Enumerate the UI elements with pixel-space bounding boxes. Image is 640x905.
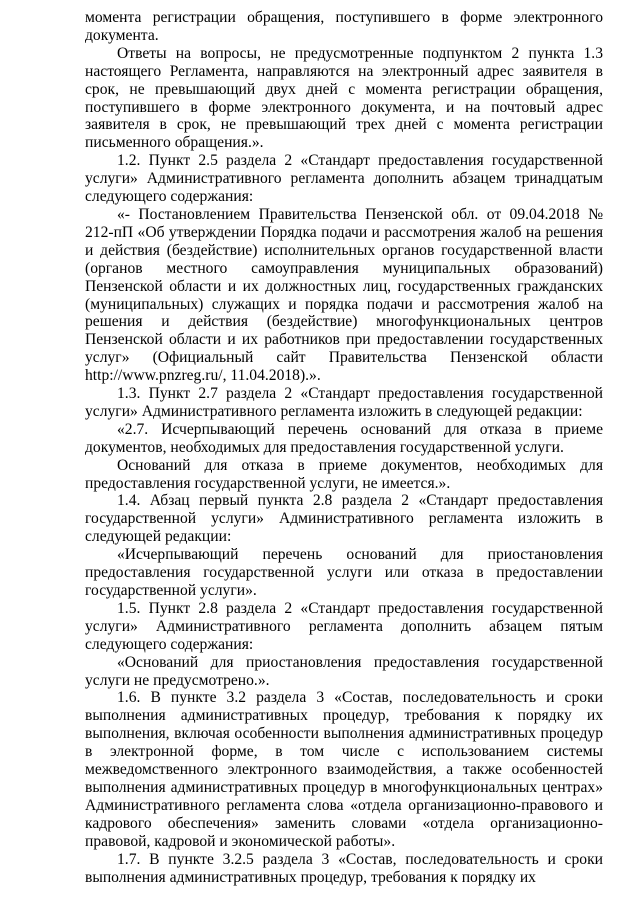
paragraph-1-2-quote: «- Постановлением Правительства Пензенской обл. от 09.04.2018 № 212-пП «Об утверждении Порядка подачи и рассмотрения жалоб на решения и действия (бездействие) исполнительных органов государственной власти (органов местного самоуправления муниципальных образований) Пензенской области и их должностных лиц, государственных гражданских (муниципальных) служащих и порядка подачи и рассмотрения жалоб на решения и действия (бездействие) многофункциональных центров Пензенской области и их работников при предоставлении государственных услуг» (Официальный сайт Правительства Пензенской области http://www.pnzreg.ru/, 11.04.2018).». (85, 205, 603, 385)
paragraph-1-6: 1.6. В пункте 3.2 раздела 3 «Состав, последовательность и сроки выполнения административных процедур, требования к порядку их выполнения, включая особенности выполнения административных процедур в электронной форме, в том числе с использованием системы межведомственного электронного взаимодействия, а также особенностей выполнения административных процедур в многофункциональных центрах» Административного регламента слова «отдела организационно-правового и кадрового обеспечения» заменить словами «отдела организационно-правовой, кадровой и экономической работы». (85, 689, 603, 850)
paragraph-1-4: 1.4. Абзац первый пункта 2.8 раздела 2 «Стандарт предоставления государственной услуги» Административного регламента изложить в следующей редакции: (85, 492, 603, 546)
paragraph-1-7: 1.7. В пункте 3.2.5 раздела 3 «Состав, последовательность и сроки выполнения административных процедур, требования к порядку их (85, 850, 603, 886)
paragraph-continuation: момента регистрации обращения, поступившего в форме электронного документа. (85, 9, 603, 44)
paragraph-1-5-quote: «Оснований для приостановления предоставления государственной услуги не предусмотрено.». (85, 653, 603, 689)
paragraph-1-3: 1.3. Пункт 2.7 раздела 2 «Стандарт предоставления государственной услуги» Административного регламента изложить в следующей редакции: (85, 385, 603, 420)
paragraph-1-5: 1.5. Пункт 2.8 раздела 2 «Стандарт предоставления государственной услуги» Административного регламента дополнить абзацем пятым следующего содержания: (85, 599, 603, 653)
document-page (85, 9, 603, 886)
paragraph-1-2: 1.2. Пункт 2.5 раздела 2 «Стандарт предоставления государственной услуги» Административного регламента дополнить абзацем тринадцатым следующего содержания: (85, 152, 603, 206)
paragraph-1-3-quote-cont: Оснований для отказа в приеме документов, необходимых для предоставления государственной услуги, не имеется.». (85, 456, 603, 492)
paragraph-1-4-quote: «Исчерпывающий перечень оснований для приостановления предоставления государственной услуги или отказа в предоставлении государственной услуги». (85, 546, 603, 599)
paragraph-1-3-quote: «2.7. Исчерпывающий перечень оснований для отказа в приеме документов, необходимых для предоставления государственной услуги. (85, 420, 603, 456)
paragraph-answers: Ответы на вопросы, не предусмотренные подпунктом 2 пункта 1.3 настоящего Регламента, направляются на электронный адрес заявителя в срок, не превышающий двух дней с момента регистрации обращения, поступившего в форме электронного документа, и на почтовый адрес заявителя в срок, не превышающий трех дней с момента регистрации письменного обращения.». (85, 44, 603, 152)
